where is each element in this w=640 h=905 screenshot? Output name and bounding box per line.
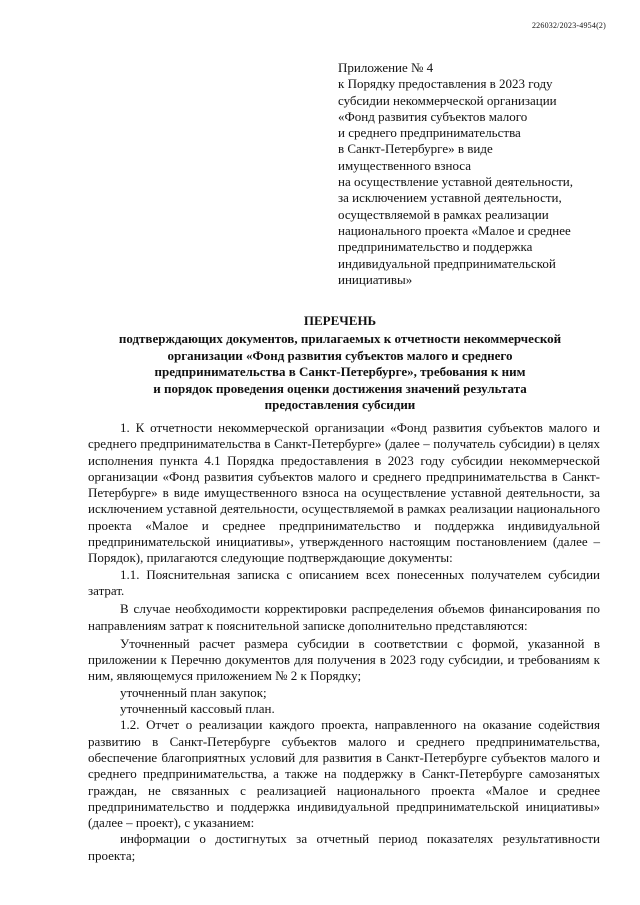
paragraph-1-2: 1.2. Отчет о реализации каждого проекта, направленного на оказание содействия развитию в Санкт-Петербурге субъектов малого и среднего предпринимательства, обеспечение благоприятных условий для развития в Санкт-Петербурге субъектов малого и среднего предпринимательства, а также на поддержку в Санкт-Петербурге самозанятых граждан, не связанных с реализацией национального проекта «Малое и среднее предпринимательство и поддержка индивидуальной предпринимательской инициативы» (далее – проект), с указанием: xyxy=(88,717,600,831)
heading-line: организации «Фонд развития субъектов малого и среднего xyxy=(167,347,513,363)
paragraph-correction-case: В случае необходимости корректировки распределения объемов финансирования по направлениям затрат к пояснительной записке дополнительно представляются: xyxy=(88,601,600,633)
annex-header xyxy=(338,60,628,288)
annex-line: за исключением уставной деятельности, xyxy=(338,190,562,206)
annex-line: инициативы» xyxy=(338,271,413,287)
paragraph-1: 1. К отчетности некоммерческой организации «Фонд развития субъектов малого и среднего предпринимательства в Санкт-Петербурге» (далее – получатель субсидии) в целях исполнения пункта 4.1 Порядка предоставления в 2023 году субсидии некоммерческой организации «Фонд развития субъектов малого и среднего предпринимательства в Санкт-Петербурге» в виде имущественного взноса на осуществление уставной деятельности, за исключением уставной деятельности, осуществляемой в рамках реализации национального проекта «Малое и среднее предпринимательство и поддержка индивидуальной предпринимательской инициативы», утвержденного настоящим постановлением (далее – Порядок), прилагаются следующие подтверждающие документы: xyxy=(88,420,600,566)
annex-line: имущественного взноса xyxy=(338,157,471,173)
annex-line: в Санкт-Петербурге» в виде xyxy=(338,141,493,157)
heading-line: предоставления субсидии xyxy=(264,397,416,413)
annex-line: Приложение № 4 xyxy=(338,60,434,75)
annex-line: и среднего предпринимательства xyxy=(338,125,521,141)
annex-line: индивидуальной предпринимательской xyxy=(338,255,556,271)
paragraph-refined-calculation: Уточненный расчет размера субсидии в соответствии с формой, указанной в приложении к Перечню документов для получения в 2023 году субсидии, и требованиям к ним, являющемуся приложением № 2 к Порядку; xyxy=(88,635,600,684)
heading-line: подтверждающих документов, прилагаемых к отчетности некоммерческой xyxy=(118,331,562,347)
annex-line: на осуществление уставной деятельности, xyxy=(338,174,573,190)
document-heading xyxy=(60,313,620,413)
document-title: ПЕРЕЧЕНЬ xyxy=(303,313,377,328)
annex-line: предпринимательство и поддержка xyxy=(338,239,533,255)
document-body xyxy=(88,420,600,864)
paragraph-1-1: 1.1. Пояснительная записка с описанием всех понесенных получателем субсидии затрат. xyxy=(88,566,600,598)
annex-line: «Фонд развития субъектов малого xyxy=(338,108,528,124)
annex-line: национального проекта «Малое и среднее xyxy=(338,222,571,238)
paragraph-cash-plan: уточненный кассовый план. xyxy=(120,701,275,717)
annex-line: к Порядку предоставления в 2023 году xyxy=(338,76,553,92)
paragraph-performance-info: информации о достигнутых за отчетный период показателях результативности проекта; xyxy=(88,831,600,863)
document-number: 226032/2023-4954(2) xyxy=(531,21,606,30)
heading-line: предпринимательства в Санкт-Петербурге», требования к ним xyxy=(154,364,526,380)
heading-line: и порядок проведения оценки достижения значений результата xyxy=(153,380,527,396)
annex-line: осуществляемой в рамках реализации xyxy=(338,206,549,222)
annex-line: субсидии некоммерческой организации xyxy=(338,92,557,108)
paragraph-procurement-plan: уточненный план закупок; xyxy=(120,684,267,700)
